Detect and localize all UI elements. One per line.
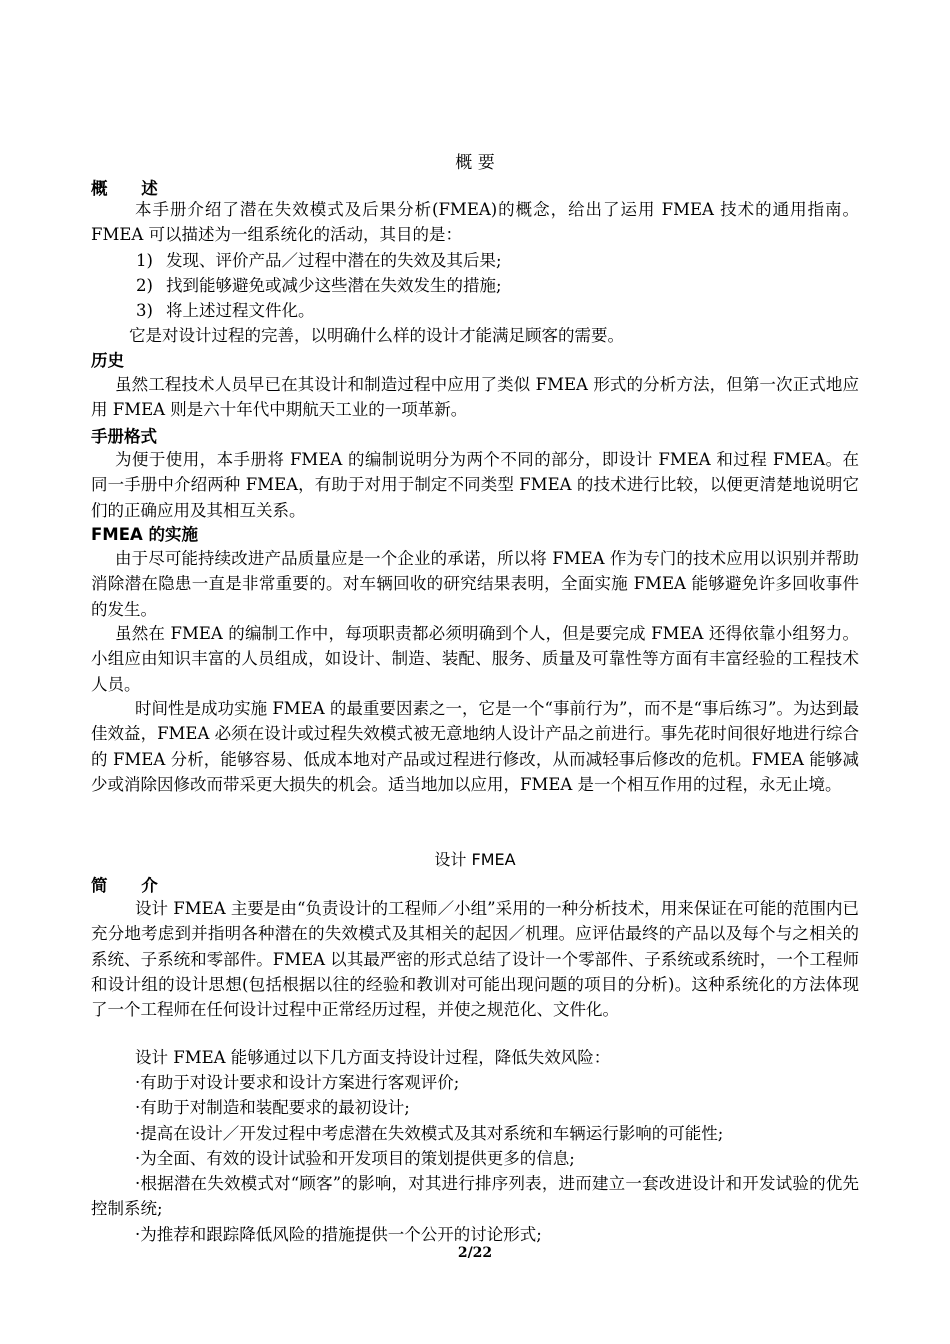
list-item: ·为推荐和跟踪降低风险的措施提供一个公开的讨论形式;: [135, 1224, 542, 1244]
impl-heading: FMEA 的实施: [91, 525, 198, 544]
design-benefit-list: [91, 1070, 859, 1247]
design-paragraph-1: 设计 FMEA 主要是由“负责设计的工程师／小组”采用的一种分析技术，用来保证在可能的范围内已充分地考虑到并指明各种潜在的失效模式及其相关的起因／机理。应评估最终的产品以及每个与之相关的系统、子系统和零部件。FMEA 以其最严密的形式总结了设计一个零部件、子系统或系统时，一个工程师和设计组的设计思想(包括根据以往的经验和教训对可能出现问题的项目的分析)。这种系统化的方法体现了一个工程师在任何设计过程中正常经历过程，并使之规范化、文件化。: [91, 899, 859, 1020]
history-heading: 历史: [91, 351, 124, 370]
format-heading: 手册格式: [91, 427, 157, 446]
item-number: 2): [136, 276, 153, 295]
item-text: 发现、评价产品／过程中潜在的失效及其后果;: [166, 251, 502, 270]
item-text: 将上述过程文件化。: [166, 301, 315, 320]
list-item: ·根据潜在失效模式对“顾客”的影响，对其进行排序列表，进而建立一套改进设计和开发试验的优先控制系统;: [91, 1174, 859, 1219]
item-text: 找到能够避免或减少这些潜在失效发生的措施;: [166, 276, 502, 295]
design-intro-heading: 简 介: [91, 876, 172, 895]
impl-paragraph-1: 由于尽可能持续改进产品质量应是一个企业的承诺，所以将 FMEA 作为专门的技术应用以识别并帮助消除潜在隐患一直是非常重要的。对车辆回收的研究结果表明，全面实施 FMEA 能够避免许多回收事件的发生。: [91, 549, 859, 619]
design-paragraph-2: 设计 FMEA 能够通过以下几方面支持设计过程，降低失效风险：: [135, 1048, 611, 1067]
list-item: ·为全面、有效的设计试验和开发项目的策划提供更多的信息;: [135, 1148, 575, 1168]
item-number: 3): [136, 301, 153, 320]
overview-closing: 它是对设计过程的完善，以明确什么样的设计才能满足顾客的需要。: [129, 326, 624, 345]
overview-item: [136, 248, 502, 273]
list-item: ·有助于对制造和装配要求的最初设计;: [135, 1098, 410, 1118]
overview-item: [136, 273, 502, 298]
list-item: ·提高在设计／开发过程中考虑潜在失效模式及其对系统和车辆运行影响的可能性;: [135, 1123, 724, 1143]
overview-item: [136, 298, 315, 323]
page-number: 2/22: [457, 1245, 493, 1261]
history-text: 虽然工程技术人员早已在其设计和制造过程中应用了类似 FMEA 形式的分析方法，但第一次正式地应用 FMEA 则是六十年代中期航天工业的一项革新。: [91, 375, 859, 420]
design-fmea-title: 设计 FMEA: [434, 850, 516, 869]
item-number: 1): [136, 251, 153, 270]
impl-paragraph-2: 虽然在 FMEA 的编制工作中，每项职责都必须明确到个人，但是要完成 FMEA 还得依靠小组努力。小组应由知识丰富的人员组成，如设计、制造、装配、服务、质量及可靠性等方面有丰富经验的工程技术人员。: [91, 624, 859, 694]
impl-paragraph-3: 时间性是成功实施 FMEA 的最重要因素之一，它是一个“事前行为”，而不是“事后练习”。为达到最佳效益，FMEA 必须在设计或过程失效模式被无意地纳人设计产品之前进行。事先花时间很好地进行综合的 FMEA 分析，能够容易、低成本地对产品或过程进行修改，从而减轻事后修改的危机。FMEA 能够减少或消除因修改而带采更大损失的机会。适当地加以应用，FMEA 是一个相互作用的过程，永无止境。: [91, 699, 859, 794]
overview-intro: 本手册介绍了潜在失效模式及后果分析(FMEA)的概念，给出了运用 FMEA 技术的通用指南。FMEA 可以描述为一组系统化的活动，其目的是：: [91, 200, 859, 245]
doc-title: 概 要: [455, 153, 495, 173]
overview-heading: 概 述: [91, 179, 172, 198]
format-text: 为便于使用，本手册将 FMEA 的编制说明分为两个不同的部分，即设计 FMEA 和过程 FMEA。在同一手册中介绍两种 FMEA，有助于对用于制定不同类型 FMEA 的技术进行比较，以便更清楚地说明它们的正确应用及其相互关系。: [91, 450, 859, 520]
list-item: ·有助于对设计要求和设计方案进行客观评价;: [135, 1073, 460, 1092]
